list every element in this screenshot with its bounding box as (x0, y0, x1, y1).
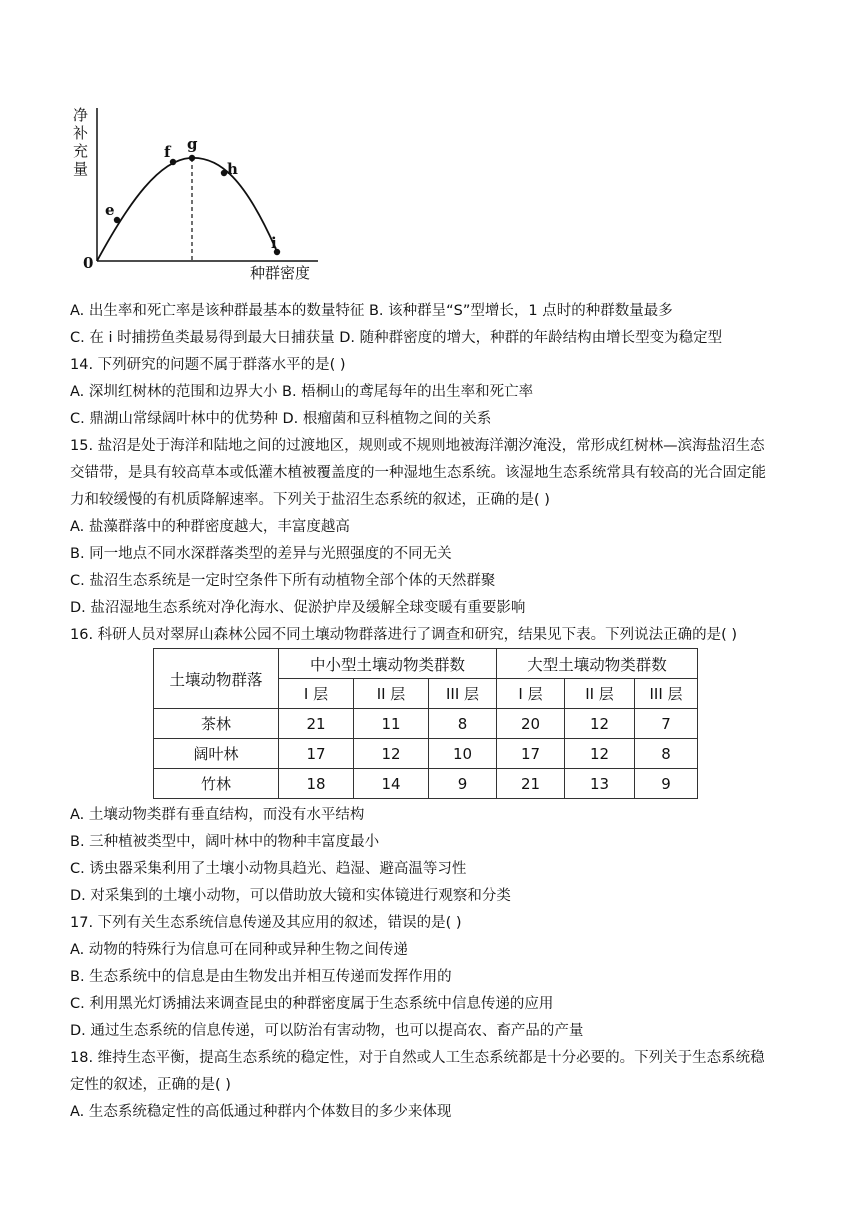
q17-option-a: A. 动物的特殊行为信息可在同种或异种生物之间传递 (70, 942, 408, 958)
row-name: 茶林 (154, 709, 279, 739)
q15-stem-2: 交错带，是具有较高草本或低灌木植被覆盖度的一种湿地生态系统。该湿地生态系统常具有较高的光合固定能 (70, 465, 766, 481)
table-cell: 8 (635, 739, 698, 769)
q15-stem-1: 15. 盐沼是处于海洋和陆地之间的过渡地区，规则或不规则地被海洋潮汐淹没，常形成红树林—滨海盐沼生态 (70, 438, 765, 454)
label-g: g (187, 135, 198, 153)
q14-options-cd: C. 鼎湖山常绿阔叶林中的优势种 D. 根瘤菌和豆科植物之间的关系 (70, 411, 492, 427)
q17-option-c: C. 利用黑光灯诱捕法来调查昆虫的种群密度属于生态系统中信息传递的应用 (70, 996, 554, 1012)
label-i: i (271, 234, 277, 252)
q14-options-ab: A. 深圳红树林的范围和边界大小 B. 梧桐山的鸢尾每年的出生率和死亡率 (70, 384, 534, 400)
origin-label: 0 (83, 254, 94, 272)
q15-stem-3: 力和较缓慢的有机质降解速率。下列关于盐沼生态系统的叙述，正确的是( ) (70, 492, 550, 508)
q18-stem-2: 定性的叙述，正确的是( ) (70, 1077, 231, 1093)
y-axis-label-char-4: 量 (73, 160, 89, 178)
q13-options-cd: C. 在 i 时捕捞鱼类最易得到最大日捕获量 D. 随种群密度的增大，种群的年龄结构由增长型变为稳定型 (70, 330, 723, 346)
q15-option-b: B. 同一地点不同水深群落类型的差异与光照强度的不同无关 (70, 546, 452, 562)
table-row (154, 709, 698, 739)
point-g (189, 155, 195, 161)
y-axis-label-char-2: 补 (73, 124, 89, 142)
table-cell: 20 (497, 709, 565, 739)
point-f (170, 159, 176, 165)
row-name: 竹林 (154, 769, 279, 799)
table-cell: 14 (354, 769, 429, 799)
q15-option-c: C. 盐沼生态系统是一定时空条件下所有动植物全部个体的天然群聚 (70, 573, 496, 589)
q16-option-a: A. 土壤动物类群有垂直结构，而没有水平结构 (70, 807, 365, 823)
table-cell: 10 (429, 739, 497, 769)
q16-option-c: C. 诱虫器采集利用了土壤小动物具趋光、趋湿、避高温等习性 (70, 861, 467, 877)
table-cell: 17 (279, 739, 354, 769)
table-cell: 7 (635, 709, 698, 739)
table-cell: 12 (565, 709, 635, 739)
table-layer-header: III 层 (635, 679, 698, 709)
q17-stem: 17. 下列有关生态系统信息传递及其应用的叙述，错误的是( ) (70, 915, 462, 931)
table-corner-header: 土壤动物群落 (154, 649, 279, 709)
q17-option-d: D. 通过生态系统的信息传递，可以防治有害动物，也可以提高农、畜产品的产量 (70, 1023, 584, 1039)
table-cell: 17 (497, 739, 565, 769)
q13-options-ab: A. 出生率和死亡率是该种群最基本的数量特征 B. 该种群呈“S”型增长，1 点时的种群数量最多 (70, 303, 673, 319)
table-cell: 21 (497, 769, 565, 799)
q16-option-d: D. 对采集到的土壤小动物，可以借助放大镜和实体镜进行观察和分类 (70, 888, 511, 904)
y-axis-label-char-1: 净 (73, 106, 89, 124)
population-growth-graph (70, 100, 330, 285)
table-group-header-large: 大型土壤动物类群数 (497, 649, 698, 679)
soil-animal-table (153, 648, 698, 799)
table-cell: 12 (565, 739, 635, 769)
table-cell: 9 (635, 769, 698, 799)
x-axis-label: 种群密度 (250, 264, 311, 282)
q15-option-a: A. 盐藻群落中的种群密度越大，丰富度越高 (70, 519, 350, 535)
table-cell: 8 (429, 709, 497, 739)
q14-stem: 14. 下列研究的问题不属于群落水平的是( ) (70, 357, 346, 373)
q16-stem: 16. 科研人员对翠屏山森林公园不同土壤动物群落进行了调查和研究，结果见下表。下列说法正确的是( ) (70, 627, 738, 643)
table-cell: 11 (354, 709, 429, 739)
table-group-header-medium-small: 中小型土壤动物类群数 (279, 649, 497, 679)
q17-option-b: B. 生态系统中的信息是由生物发出并相互传递而发挥作用的 (70, 969, 452, 985)
table-layer-header: I 层 (279, 679, 354, 709)
y-axis-label-char-3: 充 (73, 142, 89, 160)
table-row (154, 769, 698, 799)
table-layer-header: II 层 (354, 679, 429, 709)
growth-curve (97, 158, 277, 261)
table-cell: 18 (279, 769, 354, 799)
table-layer-header: II 层 (565, 679, 635, 709)
label-f: f (164, 143, 171, 161)
q16-option-b: B. 三种植被类型中，阔叶林中的物种丰富度最小 (70, 834, 380, 850)
table-row (154, 739, 698, 769)
table-cell: 12 (354, 739, 429, 769)
label-e: e (105, 201, 115, 219)
q18-stem-1: 18. 维持生态平衡，提高生态系统的稳定性，对于自然或人工生态系统都是十分必要的。下列关于生态系统稳 (70, 1050, 765, 1066)
label-h: h (227, 160, 238, 178)
q18-option-a: A. 生态系统稳定性的高低通过种群内个体数目的多少来体现 (70, 1104, 452, 1120)
table-layer-header: III 层 (429, 679, 497, 709)
point-e (114, 217, 120, 223)
table-layer-header: I 层 (497, 679, 565, 709)
q15-option-d: D. 盐沼湿地生态系统对净化海水、促淤护岸及缓解全球变暖有重要影响 (70, 600, 526, 616)
table-cell: 9 (429, 769, 497, 799)
table-cell: 21 (279, 709, 354, 739)
row-name: 阔叶林 (154, 739, 279, 769)
table-cell: 13 (565, 769, 635, 799)
